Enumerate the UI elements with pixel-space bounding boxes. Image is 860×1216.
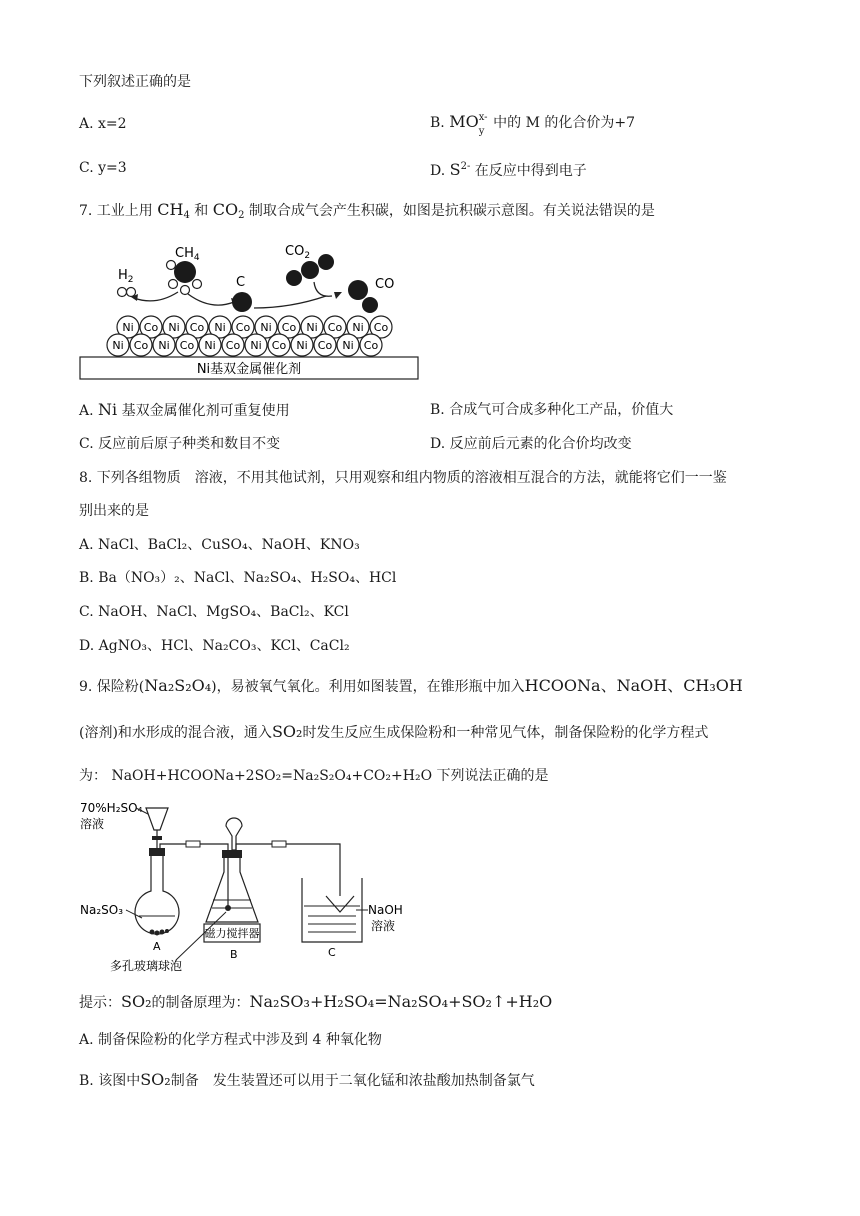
stopcock <box>152 836 162 840</box>
q9-option-a: A. 制备保险粉的化学方程式中涉及到 4 种氧化物 <box>79 1032 382 1048</box>
bubble-label: 多孔玻璃球泡 <box>110 959 183 973</box>
formula-ch4: CH <box>157 200 184 219</box>
c-label: C <box>236 275 246 290</box>
q9-stem-line3 <box>79 766 549 786</box>
q7-option-d: D. 反应前后元素的化合价均改变 <box>430 436 632 452</box>
q9-stem-line2 <box>79 722 708 743</box>
arrow-c-to-co <box>254 296 326 308</box>
label-c: C <box>328 946 336 959</box>
q7-option-c: C. 反应前后原子种类和数目不变 <box>79 436 281 452</box>
formula-so2: SO₂ <box>140 1070 171 1089</box>
q8-option-c: C. NaOH、NaCl、MgSO₄、BaCl₂、KCl <box>79 604 349 620</box>
stopper <box>222 850 242 858</box>
apparatus-diagram <box>76 796 416 980</box>
co-label: Co <box>225 339 241 352</box>
acid-label: 70%H₂SO₄ <box>80 801 143 815</box>
co-label: Co <box>373 321 389 334</box>
ni-label: Ni <box>112 339 124 352</box>
hint-equation: Na₂SO₃+H₂SO₄=Na₂SO₄+SO₂↑+H₂O <box>249 992 553 1011</box>
oxygen-atom <box>362 297 378 313</box>
co2-label: $CO_2$ <box>285 244 311 261</box>
q6-stem: 下列叙述正确的是 <box>79 74 191 90</box>
stem-part: 9. 保险粉( <box>79 679 145 695</box>
h-atom <box>127 288 136 297</box>
q8-stem-line2: 别出来的是 <box>79 503 149 519</box>
label-a: A <box>153 940 161 953</box>
ion-s: S <box>449 160 461 179</box>
stem-part: 制取合成气会产生积碳，如图是抗积碳示意图。有关说法错误的是 <box>244 203 655 219</box>
h-atom <box>181 286 190 295</box>
option-d-text: 在反应中得到电子 <box>470 163 587 179</box>
naoh-label: NaOH <box>368 903 403 917</box>
formula-indices <box>478 112 489 137</box>
stem-part: 时发生反应生成保险粉和一种常见气体，制备保险粉的化学方程式 <box>302 725 709 741</box>
q9-hint <box>79 992 552 1013</box>
option-label: B. <box>430 115 445 131</box>
naoh-solution-label: 溶液 <box>371 919 396 933</box>
oxygen-atom <box>318 254 334 270</box>
formula-reagents: HCOONa、NaOH、CH₃OH <box>524 676 743 695</box>
option-part: 制备 发生装置还可以用于二氧化锰和浓盐酸加热制备氯气 <box>170 1073 535 1089</box>
arrow-to-c <box>188 294 234 305</box>
carbon-atom <box>174 261 196 283</box>
q6-option-c: C. y=3 <box>79 160 127 176</box>
ni-label: Ni <box>168 321 180 334</box>
option-a-text: 基双金属催化剂可重复使用 <box>117 403 290 419</box>
hint-part: 提示： <box>79 995 121 1011</box>
carbon-atom <box>348 280 368 300</box>
h2-label: $H_2$ <box>118 268 134 285</box>
h-atom <box>167 261 176 270</box>
q9-stem-line1 <box>79 676 743 697</box>
co-label: Co <box>189 321 205 334</box>
co-label: Co <box>133 339 149 352</box>
co-label: Co <box>281 321 297 334</box>
gas-tube-bc <box>236 844 340 896</box>
formula-sup: x- <box>478 112 488 123</box>
q8-option-b: B. Ba（NO₃）₂、NaCl、Na₂SO₄、H₂SO₄、HCl <box>79 570 397 586</box>
ni-label: Ni <box>204 339 216 352</box>
arrowhead <box>334 292 342 299</box>
liquid-lines <box>308 916 356 932</box>
q6-option-d <box>430 157 587 181</box>
formula-na2s2o4: Na₂S₂O₄ <box>144 676 212 695</box>
carbon-atom <box>301 261 319 279</box>
stem-part: 为： <box>79 768 107 784</box>
stem-part: (溶剂)和水形成的混合液，通入 <box>79 725 272 741</box>
co-label: Co <box>317 339 333 352</box>
formula-co2: CO <box>212 200 239 219</box>
co-label: Co <box>363 339 379 352</box>
ni-label: Ni <box>122 321 134 334</box>
ni-label: Ni <box>260 321 272 334</box>
h-atom <box>193 280 202 289</box>
q8-option-a: A. NaCl、BaCl₂、CuSO₄、NaOH、KNO₃ <box>79 537 360 553</box>
oxygen-atom <box>286 270 302 286</box>
stem-part: 7. 工业上用 <box>79 203 158 219</box>
co-label: Co <box>271 339 287 352</box>
option-part: B. 该图中 <box>79 1073 141 1089</box>
formula-sub: y <box>478 126 485 137</box>
formula-mo: MO <box>449 112 479 131</box>
formula-so2: SO₂ <box>271 722 303 741</box>
ni-label: Ni <box>342 339 354 352</box>
q6-option-a: A. x=2 <box>79 116 127 132</box>
co-label: Co <box>327 321 343 334</box>
label-b: B <box>230 948 238 961</box>
q8-option-d: D. AgNO₃、HCl、Na₂CO₃、KCl、CaCl₂ <box>79 638 350 654</box>
co-label: Co <box>179 339 195 352</box>
ion-charge: 2- <box>460 161 471 172</box>
equation: NaOH+HCOONa+2SO₂=Na₂S₂O₄+CO₂+H₂O <box>111 768 433 784</box>
co-label: Co <box>235 321 251 334</box>
option-b-text: 中的 M 的化合价为+7 <box>488 115 636 131</box>
stem-part: 和 <box>189 203 213 219</box>
formula-so2: SO₂ <box>121 992 152 1011</box>
sub: 4 <box>183 210 190 221</box>
h-atom <box>169 280 178 289</box>
q6-option-b <box>430 112 636 137</box>
carbon-atom <box>232 292 252 312</box>
formula-ni: Ni <box>98 400 118 419</box>
round-flask-a <box>135 856 179 934</box>
ni-label: Ni <box>352 321 364 334</box>
arrow-co2-to-co <box>314 282 332 296</box>
option-label: D. <box>430 163 446 179</box>
q7-option-a <box>79 400 290 421</box>
anti-carbon-diagram <box>76 236 422 382</box>
hint-part: 的制备原理为： <box>151 995 250 1011</box>
co-label: CO <box>375 277 395 292</box>
ni-label: Ni <box>158 339 170 352</box>
option-label: A. <box>79 403 94 419</box>
co-label: Co <box>143 321 159 334</box>
sub: 2 <box>238 210 245 221</box>
inverted-funnel <box>326 896 354 912</box>
q7-option-b: B. 合成气可合成多种化工产品，价值大 <box>430 402 674 418</box>
porous-bulb <box>225 905 231 911</box>
h-atom <box>118 288 127 297</box>
ni-label: Ni <box>214 321 226 334</box>
ni-label: Ni <box>250 339 262 352</box>
q8-stem-line1: 8. 下列各组物质 溶液，不用其他试剂，只用观察和组内物质的溶液相互混合的方法，就能将它们一一鉴 <box>79 470 727 486</box>
catalyst-base-label: Ni基双金属催化剂 <box>196 362 302 377</box>
ni-label: Ni <box>296 339 308 352</box>
stopper <box>149 848 165 856</box>
stirrer-label: 磁力搅拌器 <box>204 927 260 940</box>
stem-part: )，易被氧气氧化。利用如图装置，在锥形瓶中加入 <box>211 679 525 695</box>
separatory-funnel <box>146 808 168 830</box>
stem-part: 下列说法正确的是 <box>436 768 549 784</box>
arrow-to-h2 <box>134 292 178 301</box>
acid-solution-label: 溶液 <box>80 817 105 831</box>
q9-option-b <box>79 1070 535 1091</box>
rubber-tube <box>272 841 286 847</box>
rubber-tube <box>186 841 200 847</box>
ni-label: Ni <box>306 321 318 334</box>
na2so3-label: Na₂SO₃ <box>80 903 124 917</box>
ch4-label: $CH_4$ <box>175 246 200 263</box>
q7-stem <box>79 200 655 226</box>
conical-flask-b <box>206 856 258 922</box>
